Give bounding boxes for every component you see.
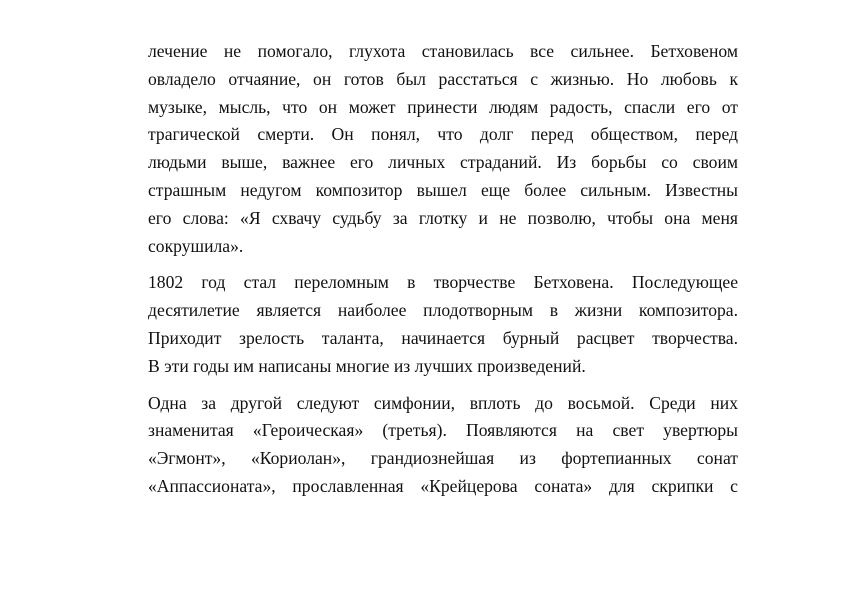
- paragraph-3: [148, 390, 738, 501]
- text-line: овладело отчаяние, он готов был расстаться с жизнью. Но любовь к: [148, 68, 738, 89]
- text-line: людьми выше, важнее его личных страданий. Из борьбы со своим: [148, 152, 738, 173]
- text-line: 1802 год стал переломным в творчестве Бетховена. Последующее: [148, 272, 738, 293]
- paragraph-1: [148, 38, 738, 260]
- body-text: [148, 38, 738, 501]
- text-line: знаменитая «Героическая» (третья). Появляются на свет увертюры: [148, 420, 738, 441]
- text-line: «Эгмонт», «Кориолан», грандиознейшая из фортепианных сонат: [148, 448, 738, 469]
- text-line: лечение не помогало, глухота становилась все сильнее. Бетховеном: [148, 41, 738, 61]
- text-line: «Аппассионата», прославленная «Крейцерова соната» для скрипки с: [148, 475, 738, 496]
- text-line: сокрушила».: [148, 235, 244, 256]
- paragraph-2: [148, 269, 738, 380]
- text-line: десятилетие является наиболее плодотворным в жизни композитора.: [148, 300, 738, 321]
- text-line: его слова: «Я схвачу судьбу за глотку и не позволю, чтобы она меня: [148, 207, 738, 228]
- text-line: музыке, мысль, что он может принести людям радость, спасли его от: [148, 96, 738, 117]
- text-line: трагической смерти. Он понял, что долг перед обществом, перед: [148, 124, 738, 145]
- text-line: В эти годы им написаны многие из лучших произведений.: [148, 355, 586, 376]
- text-line: Приходит зрелость таланта, начинается бурный расцвет творчества.: [148, 327, 738, 348]
- text-line: страшным недугом композитор вышел еще более сильным. Известны: [148, 179, 738, 200]
- text-line: Одна за другой следуют симфонии, вплоть до восьмой. Среди них: [148, 392, 738, 413]
